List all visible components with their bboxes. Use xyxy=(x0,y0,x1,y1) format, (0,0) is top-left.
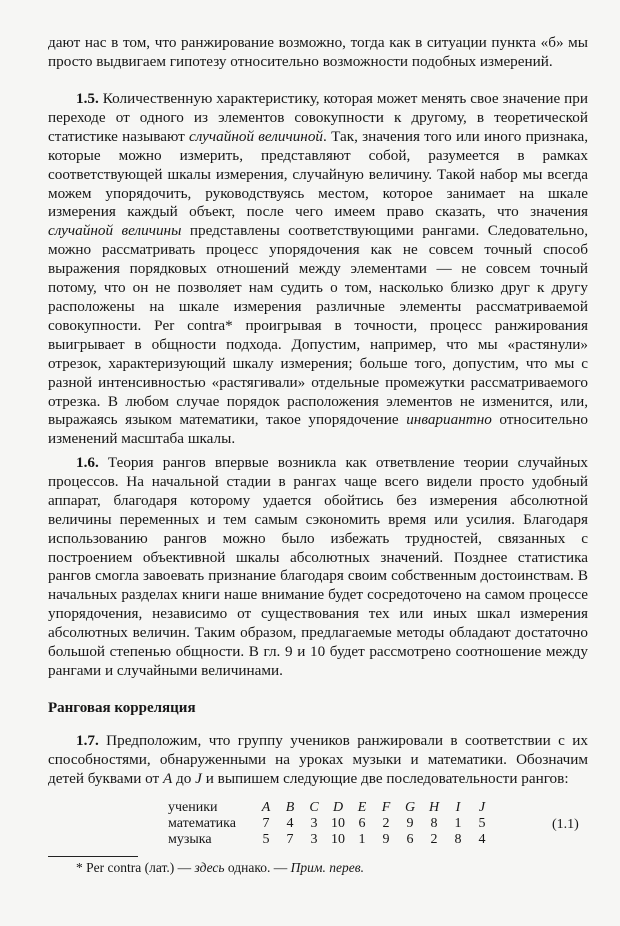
rank-cell: 1 xyxy=(454,816,462,831)
footnote xyxy=(76,860,364,876)
student-cell: I xyxy=(455,800,461,815)
rank-cell: 4 xyxy=(478,832,486,847)
students-row xyxy=(168,800,494,816)
section-heading: Ранговая корреляция xyxy=(48,700,196,716)
student-cell: C xyxy=(309,800,319,815)
paragraph-continuation: дают нас в том, что ранжирование возможно, тогда как в ситуации пункта «б» мы просто выдвигаем гипотезу относительно возможности подобных измерений. xyxy=(48,34,588,70)
student-cell: A xyxy=(261,800,271,815)
row-label: ученики xyxy=(168,800,218,815)
equation-number: (1.1) xyxy=(552,817,579,832)
student-cell: B xyxy=(285,800,295,815)
footnote-divider xyxy=(48,856,138,857)
student-cell: H xyxy=(428,800,440,815)
italic-term: случайной величиной xyxy=(188,127,324,145)
text-run: . Так, значения того или иного признака, которые можно измерить, представляют собой, разумеется в рамках соответствующей шкалы измерения, случайную величину. Такой набор мы всегда можем упорядочить, руководствуясь местом, которое занимает на шкале измерения каждый объект, после чего имеем право сказать, что значения xyxy=(48,127,588,221)
text-run: представлены соответствующими рангами. Следовательно, можно рассматривать процесс упорядочения как не совсем точный способ выражения порядковых отношений между элементами — не совсем точный потому, что он не позволяет нам судить о том, насколько близко друг к другу расположены на шкале измерения различные элементы рассматриваемой совокупности. Per contra* проигрывая в точности, процесс ранжирования выигрывает в общности подхода. Допустим, например, что мы «растянули» отрезок, характеризующий шкалу измерения; больше того, допустим, что мы с разной интенсивностью «растягивали» отдельные промежутки рассматриваемого отрезка. В любом случае порядок расположения элементов не изменится, или, выражаясь языком математики, такое упорядочение xyxy=(48,222,589,429)
rank-cell: 8 xyxy=(454,832,462,847)
rank-cell: 9 xyxy=(406,816,414,831)
text-run: относительно изменений масштаба шкалы. xyxy=(48,411,588,448)
rank-cell: 5 xyxy=(262,832,270,847)
italic-letter: A xyxy=(162,769,173,787)
rank-cell: 6 xyxy=(406,832,414,847)
paragraph-number: 1.7. xyxy=(76,732,99,749)
ranking-table xyxy=(168,800,494,848)
row-label: музыка xyxy=(168,832,212,847)
math-row xyxy=(168,816,494,832)
rank-cell: 2 xyxy=(382,816,390,831)
student-cell: E xyxy=(357,800,367,815)
footnote-text: * Per contra (лат.) — xyxy=(76,860,195,875)
italic-term: инвариантно xyxy=(406,411,492,429)
rank-cell: 10 xyxy=(331,816,345,831)
rank-cell: 6 xyxy=(358,816,366,831)
rank-cell: 3 xyxy=(310,816,318,831)
rank-cell: 3 xyxy=(310,832,318,847)
rank-cell: 10 xyxy=(331,832,345,847)
rank-cell: 2 xyxy=(430,832,438,847)
text-run: Предположим, что группу учеников ранжировали в соответствии с их способностями, обнаруженными на уроках музыки и математики. Обозначим детей буквами от xyxy=(48,732,588,787)
rank-cell: 7 xyxy=(262,816,270,831)
rank-cell: 4 xyxy=(286,816,294,831)
rank-cell: 7 xyxy=(286,832,294,847)
row-label: математика xyxy=(168,816,236,831)
paragraph-number: 1.6. xyxy=(76,454,99,471)
student-cell: F xyxy=(381,800,391,815)
student-cell: G xyxy=(404,800,416,815)
text-run: Количественную характеристику, которая может менять свое значение при переходе от одного из элементов совокупности к другому, в теоретической статистике называют xyxy=(48,90,588,145)
text-run: и выпишем следующие две последовательности рангов: xyxy=(201,769,569,787)
footnote-text: однако. — xyxy=(224,860,291,875)
rank-cell: 5 xyxy=(478,816,486,831)
paragraph-1-6 xyxy=(48,454,588,681)
footnote-italic: Прим. перев. xyxy=(290,860,364,875)
italic-letter: J xyxy=(195,769,202,787)
student-cell: D xyxy=(332,800,344,815)
footnote-italic: здесь xyxy=(194,860,225,875)
text-run: Теория рангов впервые возникла как ответвление теории случайных процессов. На начальной стадии в рангах чаще всего видели просто удобный аппарат, благодаря которому удается обойтись без измерения абсолютной величины переменных и тем самым сэкономить время или усилия. Благодаря использованию рангов можно было избежать трудностей, связанных с построением объективной шкалы абсолютных значений. Позднее статистика рангов смогла завоевать признание благодаря своим собственным достоинствам. В начальных разделах книги наше внимание будет сосредоточено на самом процессе упорядочения, независимо от существования тех или иных шкал измерения абсолютных величин. Таким образом, предлагаемые методы обладают достаточно большой степенью общности. В гл. 9 и 10 будет рассмотрено соотношение между рангами и случайными величинами. xyxy=(48,454,588,679)
paragraph-1-5 xyxy=(48,90,588,449)
paragraph-number: 1.5. xyxy=(76,90,99,107)
rank-cell: 9 xyxy=(382,832,390,847)
student-cell: J xyxy=(478,800,486,815)
rank-cell: 1 xyxy=(358,832,366,847)
paragraph-1-7 xyxy=(48,732,588,789)
text-run: до xyxy=(172,769,196,787)
italic-term: случайной величины xyxy=(48,222,182,240)
rank-cell: 8 xyxy=(430,816,438,831)
music-row xyxy=(168,832,494,848)
